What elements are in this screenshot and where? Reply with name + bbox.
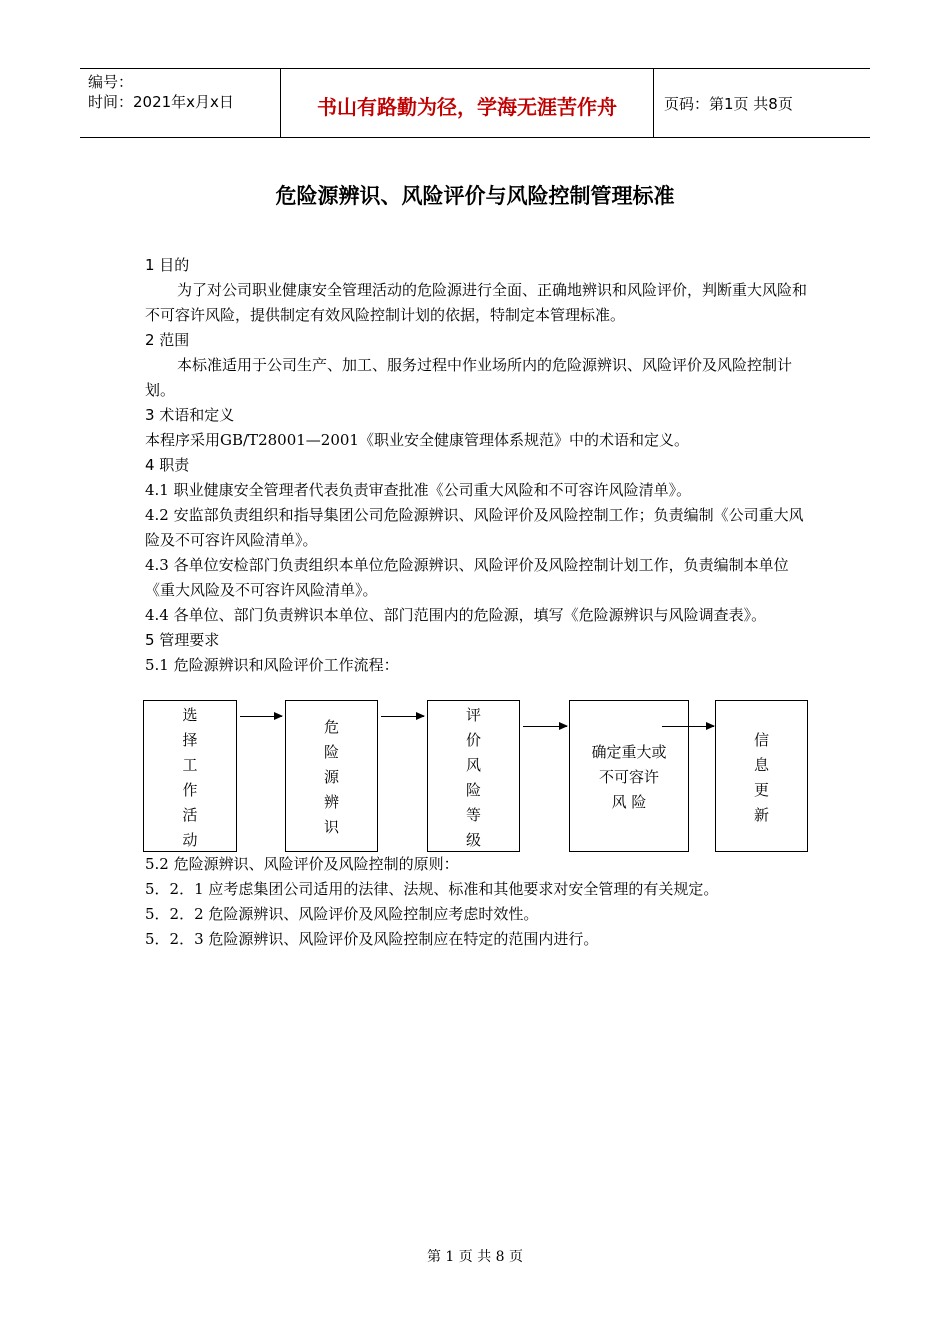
page-footer: 第 1 页 共 8 页: [426, 1249, 524, 1265]
flow-step-4-line-2: 不可容许: [598, 768, 659, 786]
header-motto-cell: [281, 69, 654, 137]
section-4-4: 4.4 各单位、部门负责辨识本单位、部门范围内的危险源，填写《危险源辨识与风险调查表》。: [145, 606, 767, 624]
document-title: 危险源辨识、风险评价与风险控制管理标准: [275, 184, 675, 208]
flow-arrow-4: [662, 726, 714, 727]
document-time-label: 时间：2021年x月x日: [88, 93, 234, 111]
header-motto: 书山有路勤为径，学海无涯苦作舟: [317, 95, 617, 119]
flow-step-determine-risk: [569, 700, 689, 852]
section-2-heading: 2 范围: [145, 331, 190, 349]
header-page-info: 页码：第1页 共8页: [664, 95, 793, 113]
flow-step-info-update: [715, 700, 808, 852]
header-info-cell: [80, 69, 281, 137]
section-5-2-1: 5．2．1 应考虑集团公司适用的法律、法规、标准和其他要求对安全管理的有关规定。: [145, 880, 719, 898]
flow-step-2-label: 危险源辨识: [324, 718, 340, 836]
section-5-2-3: 5．2．3 危险源辨识、风险评价及风险控制应在特定的范围内进行。: [145, 930, 599, 948]
document-body: [145, 253, 810, 678]
section-3-heading: 3 术语和定义: [145, 406, 235, 424]
header-page-cell: [654, 69, 870, 137]
section-2-text: 本标准适用于公司生产、加工、服务过程中作业场所内的危险源辨识、风险评价及风险控制计划。: [145, 356, 793, 399]
flow-step-select-activity: [143, 700, 237, 852]
flow-step-4-line-3: 风 险: [611, 793, 647, 811]
section-1-heading: 1 目的: [145, 256, 190, 274]
section-5-2: 5.2 危险源辨识、风险评价及风险控制的原则：: [145, 855, 459, 873]
flow-step-risk-evaluation: [427, 700, 520, 852]
flow-step-3-label: 评价风险等级: [466, 706, 482, 849]
section-3-text: 本程序采用GB/T28001—2001《职业安全健康管理体系规范》中的术语和定义。: [145, 431, 689, 449]
flow-arrow-2: [381, 716, 424, 717]
flow-arrow-3: [523, 726, 567, 727]
document-body-continued: [145, 852, 810, 952]
document-number-label: 编号：: [88, 73, 134, 91]
flow-step-hazard-identification: [285, 700, 378, 852]
flow-step-4-line-1: 确定重大或: [591, 743, 667, 761]
workflow-diagram: [143, 699, 813, 852]
section-4-3: 4.3 各单位安检部门负责组织本单位危险源辨识、风险评价及风险控制计划工作，负责编制本单位《重大风险及不可容许风险清单》。: [145, 556, 789, 599]
section-5-2-2: 5．2．2 危险源辨识、风险评价及风险控制应考虑时效性。: [145, 905, 539, 923]
document-header: [80, 68, 870, 138]
flow-step-5-label: 信息更新: [754, 731, 770, 824]
section-4-heading: 4 职责: [145, 456, 190, 474]
section-1-text: 为了对公司职业健康安全管理活动的危险源进行全面、正确地辨识和风险评价，判断重大风险和不可容许风险，提供制定有效风险控制计划的依据，特制定本管理标准。: [145, 281, 808, 324]
flow-step-1-label: 选择工作活动: [182, 706, 198, 849]
section-5-1: 5.1 危险源辨识和风险评价工作流程：: [145, 656, 399, 674]
flow-arrow-1: [240, 716, 282, 717]
section-4-2: 4.2 安监部负责组织和指导集团公司危险源辨识、风险评价及风险控制工作；负责编制《公司重大风险及不可容许风险清单》。: [145, 506, 804, 549]
section-5-heading: 5 管理要求: [145, 631, 220, 649]
section-4-1: 4.1 职业健康安全管理者代表负责审查批准《公司重大风险和不可容许风险清单》。: [145, 481, 692, 499]
